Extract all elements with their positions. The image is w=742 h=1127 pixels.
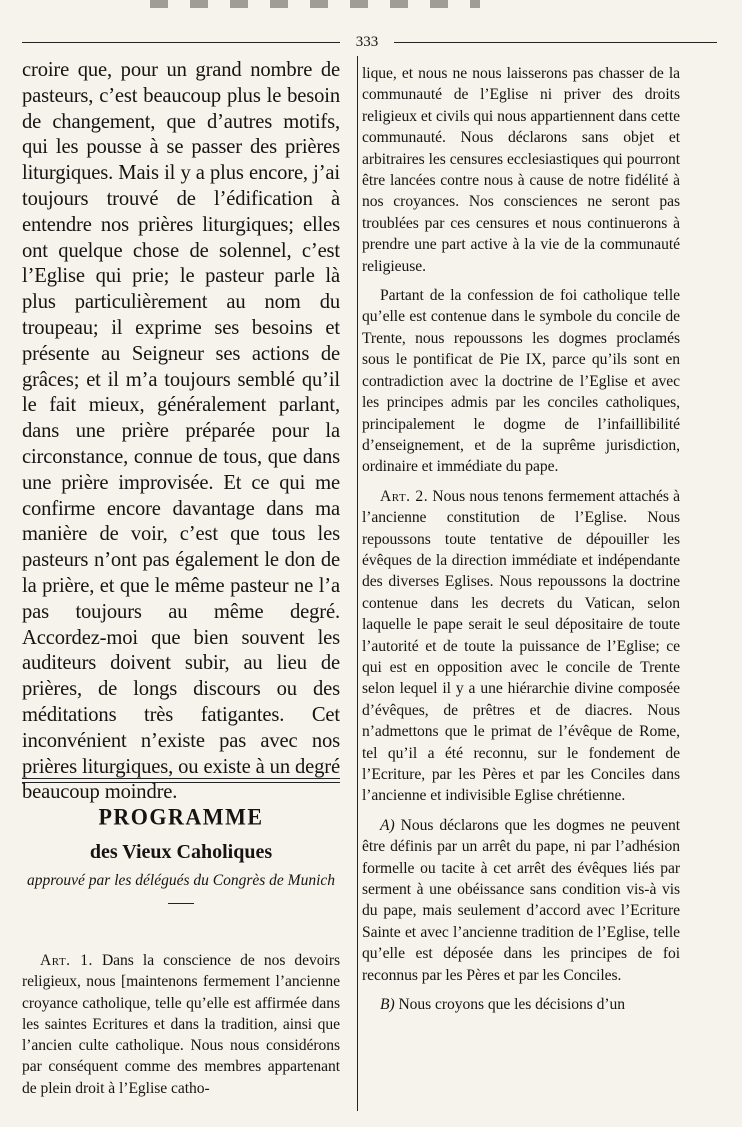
- clause-a-label: A): [380, 816, 395, 834]
- article-2-text: Nous nous tenons fermement attachés à l’ancienne constitution de l’Eglise. Nous repoussons toute tentative de dépouiller les évêques de la direction immédiate et indépendante des diverses Eglises. Nous repoussons la doctrine contenue dans les decrets du Vatican, selon laquelle le pape serait le seul dépositaire de toute l’autorité et de toute la puissance de l’Eglise; ce qui est en opposition avec le concile de Trente selon lequel il y a une hiérarchie divine composée d’évêques, de prêtres et de diacres. Nous n’admettons que le primat de l’évêque de Rome, tel qu’il a été reconnu, sur le fondement de l’Ecriture, par les Pères et par les Conciles dans l’ancienne et indivisible Eglise chrétienne.: [362, 487, 680, 805]
- article-1-paragraph-2: Partant de la confession de foi catholique telle qu’elle est contenue dans le symbole du concile de Trente, nous repoussons les dogmes proclamés sous le pontificat de Pie IX, parce qu’ils sont en contradiction avec la doctrine de l’Eglise et avec les principes admis par les conciles catholiques, principalement le dogme de l’infaillibilité d’enseignement, et de la suprême jurisdiction, ordinaire et immédiate du pape.: [362, 287, 680, 476]
- clause-b-paragraph: [362, 994, 680, 1015]
- title-rule: [168, 903, 194, 904]
- left-column-body-text: croire que, pour un grand nombre de pasteurs, c’est beaucoup plus le besoin de changement, que d’autres motifs, qui les pousse à se passer des prières liturgiques. Mais il y a plus encore, j’ai toujours trouvé de l’édification à entendre nos prières liturgiques; elles ont quelque chose de solennel, c’est l’Eglise qui prie; le pasteur parle là plus particulièrement au nom du troupeau; il exprime ses besoins et présente au Seigneur ses actions de grâces; et il m’a toujours semblé qu’il le fait mieux, généralement parlant, dans une prière préparée pour la circonstance, connue de tous, que dans une prière improvisée. Et ce qui me confirme encore davantage dans ma manière de voir, c’est que tous les pasteurs n’ont pas également le don de la prière, et que le même pasteur ne l’a pas toujours au même degré. Accordez-moi que bien souvent les auditeurs doivent subir, au lieu de prières, de longs discours ou des méditations très fatigantes. Cet inconvénient n’existe pas avec nos prières liturgiques, ou existe à un degré beaucoup moindre.: [22, 59, 340, 804]
- header-rule-left: [22, 42, 340, 43]
- article-1-start: [22, 950, 340, 1099]
- programme-title: PROGRAMME: [98, 803, 264, 830]
- right-column: [362, 63, 680, 1023]
- article-1-paragraph: [22, 950, 340, 1099]
- programme-heading: [22, 802, 340, 904]
- cropped-previous-line: [150, 0, 480, 8]
- clause-b-label: B): [380, 996, 395, 1014]
- clause-b-text: Nous croyons que les décisions d’un: [394, 996, 625, 1014]
- programme-subtitle: des Vieux Caholiques: [89, 841, 273, 863]
- programme-note: approuvé par les délégués du Congrès de Munich: [26, 872, 336, 889]
- article-1-text: Dans la conscience de nos devoirs religieux, nous [maintenons fermement l’ancienne croyance catholique, telle qu’elle est affirmée dans les saintes Ecritures et dans la tradition, ainsi que l’ancien culte catholique. Nous nous considérons par conséquent comme des membres appartenant de plein droit à l’Eglise catho-: [22, 952, 340, 1097]
- article-1-label: Art. 1.: [40, 952, 93, 969]
- header-rule-right: [394, 42, 717, 43]
- column-divider: [357, 56, 358, 1111]
- clause-a-paragraph: [362, 815, 680, 986]
- left-column: [22, 58, 340, 806]
- article-2-paragraph: [362, 486, 680, 807]
- page-number: 333: [355, 34, 379, 50]
- clause-a-text: Nous déclarons que les dogmes ne peuvent être définis par un arrêt du pape, ni par l’adhésion formelle ou tacite à cet arrêt des évêques liés par serment à une obéissance sans condition vis-à vis du pape, mais seulement d’accord avec l’Ecriture Sainte et avec l’ancienne tradition de l’Eglise, telle qu’elle est déposée dans les principes de foi reconnus par les Pères et par les Conciles.: [362, 816, 680, 984]
- article-1-continuation: lique, et nous ne nous laisserons pas chasser de la communauté de l’Eglise ni priver des droits religieux et civils qui nous appartiennent dans cette communauté. Nous déclarons sans objet et arbitraires les censures ecclesiastiques qui pourront être lancées contre nous à cause de notre fidélité à nos croyances. Nos consciences ne seront pas troublées par ces censures et nous continuerons à prendre une part active à la vie de la communauté religieuse.: [362, 65, 680, 275]
- article-2-label: Art. 2.: [380, 487, 429, 505]
- section-separator: [22, 778, 340, 783]
- page-header: [22, 32, 717, 52]
